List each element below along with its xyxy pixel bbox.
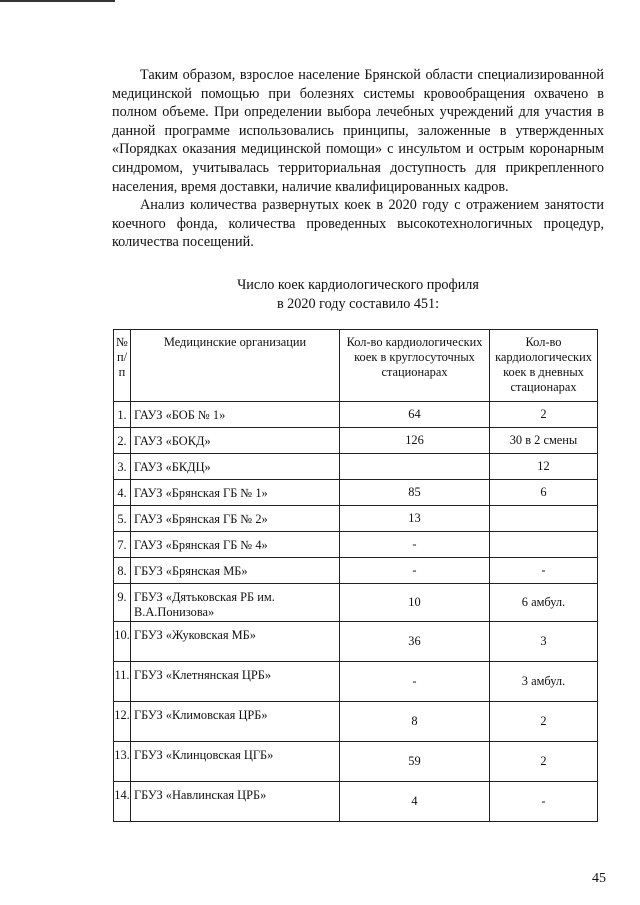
cell-num: 13.: [114, 742, 131, 782]
cell-org: ГБУЗ «Дятьковская РБ им. В.А.Понизова»: [131, 584, 340, 622]
table-row: [114, 558, 598, 584]
cell-day-beds: 30 в 2 смены: [490, 428, 598, 454]
table-header-row: [114, 330, 598, 402]
top-rule: [0, 0, 115, 2]
caption-line-1: Число коек кардиологического профиля: [237, 277, 479, 293]
paragraph-2: Анализ количества развернутых коек в 2020 году с отражением занятости коечного фонда, количества проведенных высокотехнологичных процедур, количества посещений.: [112, 197, 604, 251]
table-body: [114, 402, 598, 822]
table-row: [114, 782, 598, 822]
cell-day-beds: 2: [490, 702, 598, 742]
cell-org: ГАУЗ «Брянская ГБ № 1»: [131, 480, 340, 506]
table-row: [114, 742, 598, 782]
cell-org: ГБУЗ «Брянская МБ»: [131, 558, 340, 584]
cell-num: 8.: [114, 558, 131, 584]
cell-round-beds: 85: [340, 480, 490, 506]
cell-num: 10.: [114, 622, 131, 662]
table-row: [114, 480, 598, 506]
cell-org: ГАУЗ «БКДЦ»: [131, 454, 340, 480]
cell-round-beds: -: [340, 558, 490, 584]
caption-line-2: в 2020 году составило 451:: [276, 296, 440, 312]
table-row: [114, 532, 598, 558]
cell-day-beds: [490, 506, 598, 532]
beds-table: [113, 329, 598, 822]
cell-day-beds: 2: [490, 402, 598, 428]
cell-org: ГБУЗ «Жуковская МБ»: [131, 622, 340, 662]
cell-org: ГАУЗ «Брянская ГБ № 4»: [131, 532, 340, 558]
cell-org: ГАУЗ «Брянская ГБ № 2»: [131, 506, 340, 532]
cell-org: ГАУЗ «БОБ № 1»: [131, 402, 340, 428]
cell-num: 5.: [114, 506, 131, 532]
cell-org: ГБУЗ «Клетнянская ЦРБ»: [131, 662, 340, 702]
cell-org: ГБУЗ «Навлинская ЦРБ»: [131, 782, 340, 822]
cell-day-beds: -: [490, 558, 598, 584]
cell-org: ГАУЗ «БОКД»: [131, 428, 340, 454]
table-row: [114, 402, 598, 428]
body-text: [112, 66, 604, 252]
cell-num: 3.: [114, 454, 131, 480]
cell-round-beds: -: [340, 662, 490, 702]
cell-day-beds: 6 амбул.: [490, 584, 598, 622]
cell-day-beds: 6: [490, 480, 598, 506]
cell-round-beds: 36: [340, 622, 490, 662]
cell-num: 7.: [114, 532, 131, 558]
table-row: [114, 506, 598, 532]
cell-round-beds: 59: [340, 742, 490, 782]
table-row: [114, 622, 598, 662]
cell-day-beds: 3: [490, 622, 598, 662]
cell-round-beds: 10: [340, 584, 490, 622]
cell-round-beds: [340, 454, 490, 480]
header-round-beds: Кол-во кардиологических коек в круглосуточных стационарах: [340, 330, 490, 402]
cell-num: 4.: [114, 480, 131, 506]
cell-day-beds: 3 амбул.: [490, 662, 598, 702]
cell-day-beds: -: [490, 782, 598, 822]
table-row: [114, 454, 598, 480]
cell-round-beds: -: [340, 532, 490, 558]
cell-day-beds: [490, 532, 598, 558]
table-caption: [112, 276, 604, 314]
cell-round-beds: 64: [340, 402, 490, 428]
cell-num: 14.: [114, 782, 131, 822]
cell-round-beds: 126: [340, 428, 490, 454]
page-number: 45: [592, 871, 606, 886]
header-num: № п/п: [114, 330, 131, 402]
cell-round-beds: 13: [340, 506, 490, 532]
table-row: [114, 662, 598, 702]
cell-day-beds: 12: [490, 454, 598, 480]
table-row: [114, 702, 598, 742]
table-row: [114, 584, 598, 622]
header-org: Медицинские организации: [131, 330, 340, 402]
cell-round-beds: 4: [340, 782, 490, 822]
cell-num: 9.: [114, 584, 131, 622]
cell-num: 2.: [114, 428, 131, 454]
cell-num: 12.: [114, 702, 131, 742]
table-row: [114, 428, 598, 454]
cell-num: 1.: [114, 402, 131, 428]
header-day-beds: Кол-во кардиологических коек в дневных стационарах: [490, 330, 598, 402]
cell-round-beds: 8: [340, 702, 490, 742]
cell-day-beds: 2: [490, 742, 598, 782]
cell-org: ГБУЗ «Климовская ЦРБ»: [131, 702, 340, 742]
cell-num: 11.: [114, 662, 131, 702]
cell-org: ГБУЗ «Клинцовская ЦГБ»: [131, 742, 340, 782]
paragraph-1: Таким образом, взрослое население Брянской области специализированной медицинской помощью при болезнях системы кровообращения охвачено в полном объеме. При определении выбора лечебных учреждений для участия в данной программе использовались принципы, заложенные в утвержденных «Порядках оказания медицинской помощи» с инсультом и острым коронарным синдромом, учитывалась территориальная доступность для прикрепленного населения, время доставки, наличие квалифицированных кадров.: [112, 67, 604, 195]
